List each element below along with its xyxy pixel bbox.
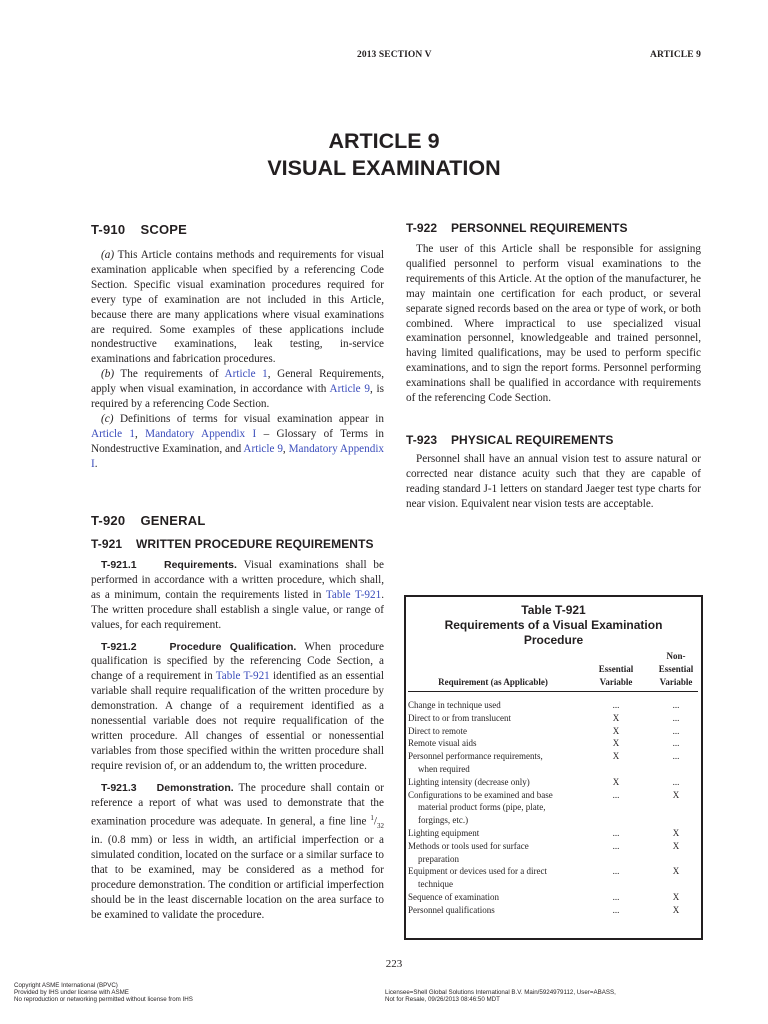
- paragraph-t921-3: T-921.3 Demonstration. The procedure shall contain or reference a report of what was used to demonstrate that the examination procedure was adequate. In general, a fine line $^1/_{32}$ in. (0.8 mm) or less in width, an artificial imperfection or a simulated condition, located on the surface or a similar surface to that to be examined, may be considered as a method for procedure demonstration. The condition or artificial imperfection should be in the least discernable location on the area surface to be examined to validate the procedure.: [91, 781, 385, 921]
- paragraph-text: . The written procedure shall establish a single value, or range of values, for each requirement.: [91, 588, 384, 631]
- paragraph-text: in. (0.8 mm) or less in width, an artificial imperfection or a simulated condition, located on the surface or a similar surface to that to be examined, may be considered as a method for procedure demonstration. The condition or artificial imperfection should be in the least discernable location on the area surface to be examined to validate the procedure.: [91, 834, 384, 921]
- table-caption-line: Requirements of a Visual Examination: [444, 618, 663, 632]
- paragraph-text: The requirements of: [114, 368, 225, 381]
- footer-line: Licensee=Shell Global Solutions International B.V. Main/5924979112, User=ABASS,: [385, 989, 616, 996]
- running-header-section: 2013 SECTION V: [357, 50, 432, 60]
- heading-title: GENERAL: [140, 513, 206, 528]
- heading-title: PHYSICAL REQUIREMENTS: [450, 433, 614, 447]
- heading-title: PERSONNEL REQUIREMENTS: [450, 221, 628, 235]
- requirement-line: Personnel performance requirements,: [408, 751, 543, 762]
- table-title: [406, 603, 701, 648]
- subsection-number: T-921.1: [101, 559, 137, 571]
- nonessential-cell: ...: [672, 700, 680, 710]
- requirement-cell: [408, 712, 578, 725]
- subsection-title: Demonstration.: [156, 781, 234, 794]
- article-1-link[interactable]: Article 1: [224, 368, 268, 381]
- heading-title: SCOPE: [140, 222, 188, 237]
- header-line: Variable: [659, 677, 693, 687]
- paragraph-text: The procedure shall contain or reference a report of what was used to demonstrate that the examination procedure was adequate. In general, a fine line: [91, 781, 385, 828]
- essential-cell: X: [612, 712, 620, 723]
- article-1-link[interactable]: Article 1: [91, 427, 136, 440]
- paragraph-t922: The user of this Article shall be responsible for assigning qualified personnel to perform visual examinations to the requirements of this Article. At the option of the manufacturer, he may maintain one certification for each product, or several separate signed records based on the area or type of work, or both combined. Where impractical to use specialized visual examination personnel, knowledgeable and trained personnel, having limited qualifications, may be used to perform specific examinations, and to sign the report forms. Personnel performing examinations shall be qualified in accordance with requirements of the referencing Code Section.: [406, 243, 701, 405]
- nonessential-cell: ...: [672, 712, 680, 723]
- paragraph-text: Visual examinations shall be performed in accordance with a written procedure, which shall, as a minimum, contain the requirements listed in: [91, 559, 384, 601]
- fraction-denominator: 32: [377, 821, 384, 830]
- footer-copyright: [14, 982, 193, 1004]
- personnel-text: [406, 242, 701, 406]
- essential-cell: ...: [612, 904, 620, 915]
- paragraph-t921-1: [91, 558, 384, 633]
- essential-cell: X: [612, 738, 620, 749]
- scope-text: [91, 248, 384, 472]
- physical-text: [406, 452, 701, 512]
- requirement-cell: [408, 827, 578, 840]
- requirement-line: Remote visual aids: [408, 738, 477, 749]
- item-tag: (b): [101, 368, 115, 381]
- paragraph-text: .: [94, 457, 98, 470]
- requirement-line: when required: [418, 763, 470, 774]
- nonessential-cell: ...: [672, 725, 680, 736]
- heading-number: T-910: [91, 222, 126, 237]
- paragraph-text: – Glossary of Terms in Nondestructive Examination, and: [91, 427, 384, 455]
- requirement-line: Personnel qualifications: [408, 904, 495, 915]
- heading-t920: [91, 513, 205, 528]
- paragraph-text: , General Requirements, apply when visual examination, in accordance with: [91, 368, 385, 396]
- nonessential-cell: ...: [672, 738, 680, 749]
- running-header-article: ARTICLE 9: [650, 50, 701, 60]
- footer-line: Not for Resale, 09/26/2013 08:46:50 MDT: [385, 996, 500, 1004]
- requirement-cell: [408, 750, 578, 776]
- nonessential-cell: X: [672, 789, 680, 800]
- paragraph-text: When procedure qualification is specified by the referencing Code Section, a change of a requirement in: [91, 640, 384, 683]
- heading-number: T-921: [91, 537, 123, 551]
- heading-t921: [91, 537, 374, 551]
- procedure-text: [91, 558, 384, 923]
- requirement-cell: [408, 776, 578, 789]
- heading-t910: [91, 222, 187, 237]
- requirement-line: Sequence of examination: [408, 892, 499, 902]
- mandatory-appendix-link[interactable]: Mandatory Appendix I: [91, 442, 385, 470]
- subsection-title: Requirements.: [164, 559, 237, 571]
- page-number: 223: [385, 958, 403, 970]
- heading-t923: [406, 433, 614, 447]
- col-header-nonessential: [652, 650, 700, 689]
- heading-t922: [406, 221, 628, 235]
- requirement-line: Direct to or from translucent: [408, 712, 511, 723]
- scope-paragraph-a: [91, 248, 384, 367]
- essential-cell: X: [612, 725, 620, 736]
- nonessential-cell: X: [672, 892, 680, 902]
- essential-cell: ...: [612, 866, 620, 877]
- article-title: VISUAL EXAMINATION: [267, 156, 501, 180]
- footer-license: [385, 989, 616, 1003]
- requirement-cell: [408, 840, 578, 866]
- header-line: Variable: [599, 677, 633, 687]
- item-tag: (c): [101, 412, 114, 425]
- requirement-line: material product forms (pipe, plate,: [418, 802, 546, 813]
- scope-paragraph-c: [91, 412, 384, 472]
- requirement-line: Change in technique used: [408, 700, 501, 710]
- heading-number: T-923: [406, 433, 438, 447]
- requirement-line: preparation: [418, 853, 459, 864]
- nonessential-cell: X: [672, 828, 680, 838]
- scope-paragraph-b: [91, 367, 384, 412]
- heading-number: T-920: [91, 513, 126, 528]
- requirement-cell: [408, 789, 578, 827]
- paragraph-text: Definitions of terms for visual examination appear in: [113, 412, 384, 425]
- footer-line: Copyright ASME International (BPVC): [14, 982, 118, 989]
- essential-cell: ...: [612, 700, 620, 710]
- requirement-cell: [408, 737, 578, 750]
- essential-cell: ...: [612, 840, 620, 851]
- table-t921-link[interactable]: Table T-921: [325, 588, 382, 601]
- col-header-requirement: Requirement (as Applicable): [438, 677, 548, 687]
- nonessential-cell: X: [672, 866, 680, 877]
- nonessential-cell: ...: [672, 776, 680, 787]
- requirement-line: Direct to remote: [408, 725, 467, 736]
- paragraph-text: identified as an essential variable shall require requalification of the written procedure by demonstration. A change of a requirement identified as a nonessential variable does not require requalification of the written procedure. All changes of essential or nonessential variables from those specified within the written procedure shall require revision of, or an addendum to, the written procedure.: [91, 670, 385, 772]
- requirement-line: Lighting equipment: [408, 828, 480, 838]
- paragraph-text: ,: [282, 442, 289, 455]
- table-caption-line: Procedure: [523, 633, 584, 647]
- essential-cell: ...: [612, 892, 620, 902]
- heading-number: T-922: [406, 221, 438, 235]
- subsection-number: T-921.2: [101, 640, 137, 653]
- subsection-title: Procedure Qualification.: [169, 640, 297, 653]
- table-t921-link[interactable]: Table T-921: [215, 670, 270, 683]
- nonessential-cell: X: [672, 904, 680, 915]
- requirement-line: technique: [418, 879, 453, 890]
- paragraph-t921-2: [91, 640, 384, 774]
- essential-cell: ...: [612, 789, 620, 800]
- article-number: ARTICLE 9: [328, 129, 440, 153]
- paragraph-text: , is required by a referencing Code Section.: [91, 383, 384, 411]
- requirement-line: Configurations to be examined and base: [408, 789, 553, 800]
- item-tag: (a): [101, 249, 115, 261]
- essential-cell: ...: [612, 828, 620, 838]
- requirement-cell: [408, 699, 578, 712]
- fraction-numerator: 1: [370, 813, 374, 822]
- header-rule: [408, 691, 698, 692]
- requirement-line: forgings, etc.): [418, 815, 469, 826]
- article-9-link[interactable]: Article 9: [329, 383, 370, 396]
- header-line: Non-: [666, 651, 686, 661]
- paragraph-text: This Article contains methods and requirements for visual examination applicable when specified by a referencing Code Section. Specific visual examination procedures required for every type of examination are not included in this Article, because there are many applications where visual examinations are required. Some examples of these applications include nondestructive examinations, leak testing, in-service examinations and fabrication procedures.: [91, 249, 384, 366]
- paragraph-text: ,: [135, 427, 146, 440]
- nonessential-cell: ...: [672, 751, 680, 762]
- requirement-cell: [408, 865, 578, 891]
- requirement-cell: [408, 891, 578, 904]
- essential-cell: X: [612, 751, 620, 762]
- table-t921: [404, 595, 703, 940]
- requirement-line: Methods or tools used for surface: [408, 840, 529, 851]
- mandatory-appendix-link[interactable]: Mandatory Appendix I: [145, 427, 257, 440]
- heading-title: WRITTEN PROCEDURE REQUIREMENTS: [135, 537, 374, 551]
- col-header-essential: [596, 663, 636, 689]
- article-9-link[interactable]: Article 9: [243, 442, 283, 455]
- table-number: Table T-921: [521, 603, 586, 617]
- requirement-line: Equipment or devices used for a direct: [408, 866, 547, 877]
- essential-cell: X: [612, 776, 620, 787]
- requirement-line: Lighting intensity (decrease only): [408, 776, 530, 787]
- header-line: Essential: [598, 664, 634, 674]
- requirement-cell: [408, 904, 578, 917]
- subsection-number: T-921.3: [101, 781, 137, 794]
- footer-line: No reproduction or networking permitted without license from IHS: [14, 996, 193, 1004]
- footer-line: Provided by IHS under license with ASME: [14, 989, 129, 997]
- nonessential-cell: X: [672, 840, 680, 851]
- requirement-cell: [408, 725, 578, 738]
- paragraph-t923: Personnel shall have an annual vision test to assure natural or corrected near distance acuity such that they are capable of reading standard J-1 letters on standard Jaeger test type charts for near vision. Equivalent near vision tests are acceptable.: [406, 453, 701, 510]
- header-line: Essential: [658, 664, 694, 674]
